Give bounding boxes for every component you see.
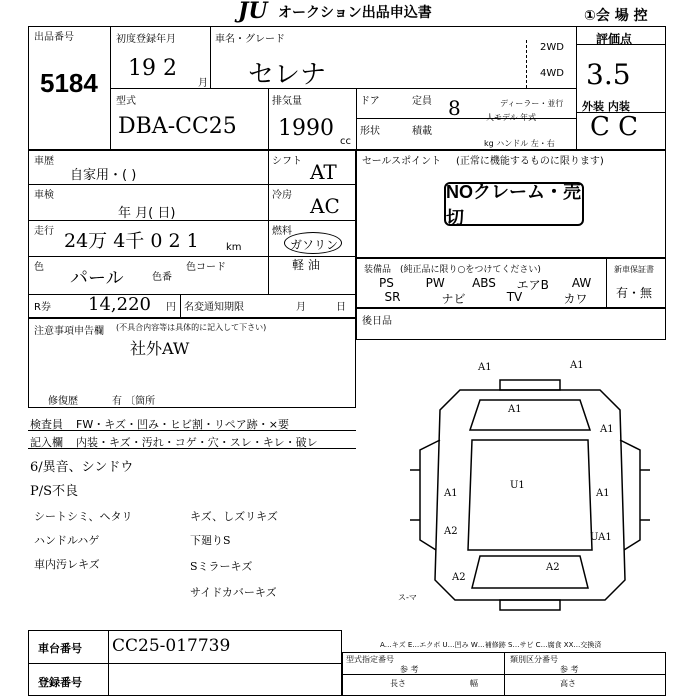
length-label: 長さ	[390, 679, 406, 688]
check-row1-label: 検査員	[30, 418, 63, 431]
diagram-mark-1: A1	[570, 360, 584, 371]
door-label: ドア	[360, 96, 380, 107]
recycle-label: R券	[34, 302, 51, 313]
ext-int-label: 外装 内装	[582, 100, 630, 113]
check-row2-items: 内装・キズ・汚れ・コゲ・穴・スレ・キレ・破レ	[76, 436, 318, 449]
diagram-mark-9: A2	[546, 562, 560, 573]
diagram-mark-10: U1	[510, 480, 525, 491]
rating-label: 評価点	[596, 32, 633, 46]
displacement-unit: cc	[340, 136, 351, 147]
notes-sub: (不具合内容等は具体的に記入して下さい)	[116, 323, 267, 332]
model-value: DBA-CC25	[118, 114, 237, 139]
logo: JU	[238, 0, 268, 24]
shape-label: 形状	[360, 126, 380, 137]
notes-value: 社外AW	[130, 339, 190, 358]
later-input-label: 後日品	[362, 316, 392, 327]
diagram-mark-7: UA1	[590, 532, 612, 543]
remark-0: 6/異音、シンドウ	[30, 460, 134, 475]
equipment-item: カワ	[563, 292, 588, 306]
equipment-item: ABS	[472, 276, 496, 290]
diagram-mark-3: A1	[600, 424, 614, 435]
equipment-item: ナビ	[441, 292, 466, 306]
height-label: 高さ	[560, 679, 576, 688]
lot-number: 5184	[40, 68, 98, 98]
no-claim-stamp: NOクレーム・売切	[444, 182, 584, 226]
diagram-mark-8: A2	[452, 572, 466, 583]
type-cert-ref: 参 考	[400, 665, 419, 674]
name-change-month: 月	[296, 302, 306, 313]
repair-label: 修復歴	[48, 396, 78, 407]
equipment-item: エアB	[516, 278, 549, 292]
opt-2wd: 2WD	[540, 42, 564, 53]
warranty-label: 新車保証書	[614, 265, 654, 274]
aircon-label: 冷房	[272, 190, 292, 201]
class-label: 類別区分番号	[510, 655, 558, 664]
equipment-item: TV	[506, 290, 523, 304]
remark-6: 下廻りS	[190, 534, 231, 547]
diagram-mark-0: A1	[478, 362, 492, 373]
equipment-item: PW	[425, 276, 445, 290]
lot-number-label: 出品番号	[34, 32, 74, 43]
equipment-sub: (純正品に限り○をつけてください)	[400, 265, 541, 275]
rating-value: 3.5	[586, 58, 631, 91]
color-code-label: 色コード	[186, 262, 226, 273]
notes-label: 注意事項申告欄	[34, 326, 104, 337]
check-row1-items: FW・キズ・凹み・ヒビ割・リペア跡・×要	[76, 418, 289, 431]
remark-1: P/S不良	[30, 484, 79, 499]
equipment-row1	[362, 276, 606, 290]
chassis-value: CC25-017739	[112, 636, 231, 656]
width-label: 幅	[470, 679, 478, 688]
shift-label: シフト	[272, 156, 302, 167]
remark-4: 車内汚レキズ	[34, 558, 100, 571]
diagram-mark-4: A1	[444, 488, 458, 499]
remark-2: シートシミ、ヘタリ	[34, 510, 133, 523]
history-label: 車歴	[34, 156, 54, 167]
copy-label: ①会 場 控	[584, 8, 648, 24]
mileage-label: 走行	[34, 226, 54, 237]
equipment-item: AW	[571, 276, 592, 290]
car-name-value: セレナ	[248, 60, 327, 90]
equipment-item: SR	[384, 290, 401, 304]
selling-point-label: セールスポイント	[362, 156, 442, 167]
capacity-value: 8	[448, 96, 461, 120]
color-label: 色	[34, 262, 44, 273]
equipment-item: PS	[378, 276, 394, 290]
type-cert-label: 型式指定番号	[346, 655, 394, 664]
equipment-label: 装備品	[364, 265, 392, 275]
inspection-label: 車検	[34, 190, 54, 201]
capacity-label: 定員	[412, 96, 432, 107]
damage-legend: A…キズ E…エクボ U…凹み W…補修跡 S…サビ C…腐食 XX…交換済	[380, 641, 602, 649]
fuel-gasoline: ガソリン	[290, 238, 339, 252]
inspection-value: 年 月( 日)	[118, 206, 176, 221]
ext-int-value: C C	[590, 112, 639, 142]
dealer-label: ディーラー・並行	[500, 99, 564, 108]
history-value: 自家用・( )	[70, 168, 137, 183]
warranty-value: 有・無	[616, 286, 653, 300]
first-reg-label: 初度登録年月	[116, 34, 176, 45]
diagram-mark-6: A2	[444, 526, 458, 537]
shift-value: AT	[310, 160, 337, 184]
check-row2-label: 記入欄	[30, 436, 63, 449]
equipment-row2	[362, 290, 606, 304]
name-change-label: 名変通知期限	[184, 302, 244, 313]
color-no-label: 色番	[152, 272, 172, 283]
recycle-value: 14,220	[88, 294, 151, 315]
aircon-value: AC	[310, 194, 340, 218]
recycle-unit: 円	[166, 302, 176, 313]
model-year-label: 人モデル 年式	[486, 113, 537, 122]
class-ref: 参 考	[560, 665, 579, 674]
remark-8: サイドカバーキズ	[190, 586, 277, 599]
color-value: パール	[70, 268, 124, 289]
first-reg-value: 19 2	[128, 56, 177, 81]
car-damage-diagram	[400, 360, 660, 620]
fuel-diesel: 軽 油	[292, 258, 320, 272]
car-name-label: 車名・グレード	[215, 34, 285, 45]
first-reg-unit: 月	[198, 78, 208, 89]
diagram-mirror: ス-マ	[398, 593, 417, 602]
diagram-mark-5: A1	[596, 488, 610, 499]
load-label: 積載	[412, 126, 432, 137]
registration-label: 登録番号	[38, 676, 82, 689]
mileage-unit: km	[226, 242, 242, 253]
diagram-mark-2: A1	[508, 404, 522, 415]
repair-value: 有 〔箇所	[112, 396, 156, 407]
model-label: 型式	[116, 96, 136, 107]
handle-label: kg ハンドル 左・右	[484, 139, 555, 148]
selling-point-sub: (正常に機能するものに限ります)	[456, 156, 604, 167]
opt-4wd: 4WD	[540, 68, 564, 79]
remark-5: キズ、しズリキズ	[190, 510, 278, 523]
remark-3: ハンドルハゲ	[34, 534, 100, 547]
mileage-value: 24万 4千 0 2 1	[64, 230, 199, 252]
displacement-value: 1990	[278, 116, 334, 141]
displacement-label: 排気量	[272, 96, 302, 107]
chassis-label: 車台番号	[38, 642, 82, 655]
remark-7: Sミラーキズ	[190, 560, 253, 573]
fuel-label: 燃料	[272, 226, 292, 237]
name-change-day: 日	[336, 302, 346, 313]
fuel-gasoline-circle	[284, 232, 342, 254]
form-title: オークション出品申込書	[278, 5, 432, 21]
later-input-block	[356, 308, 666, 340]
